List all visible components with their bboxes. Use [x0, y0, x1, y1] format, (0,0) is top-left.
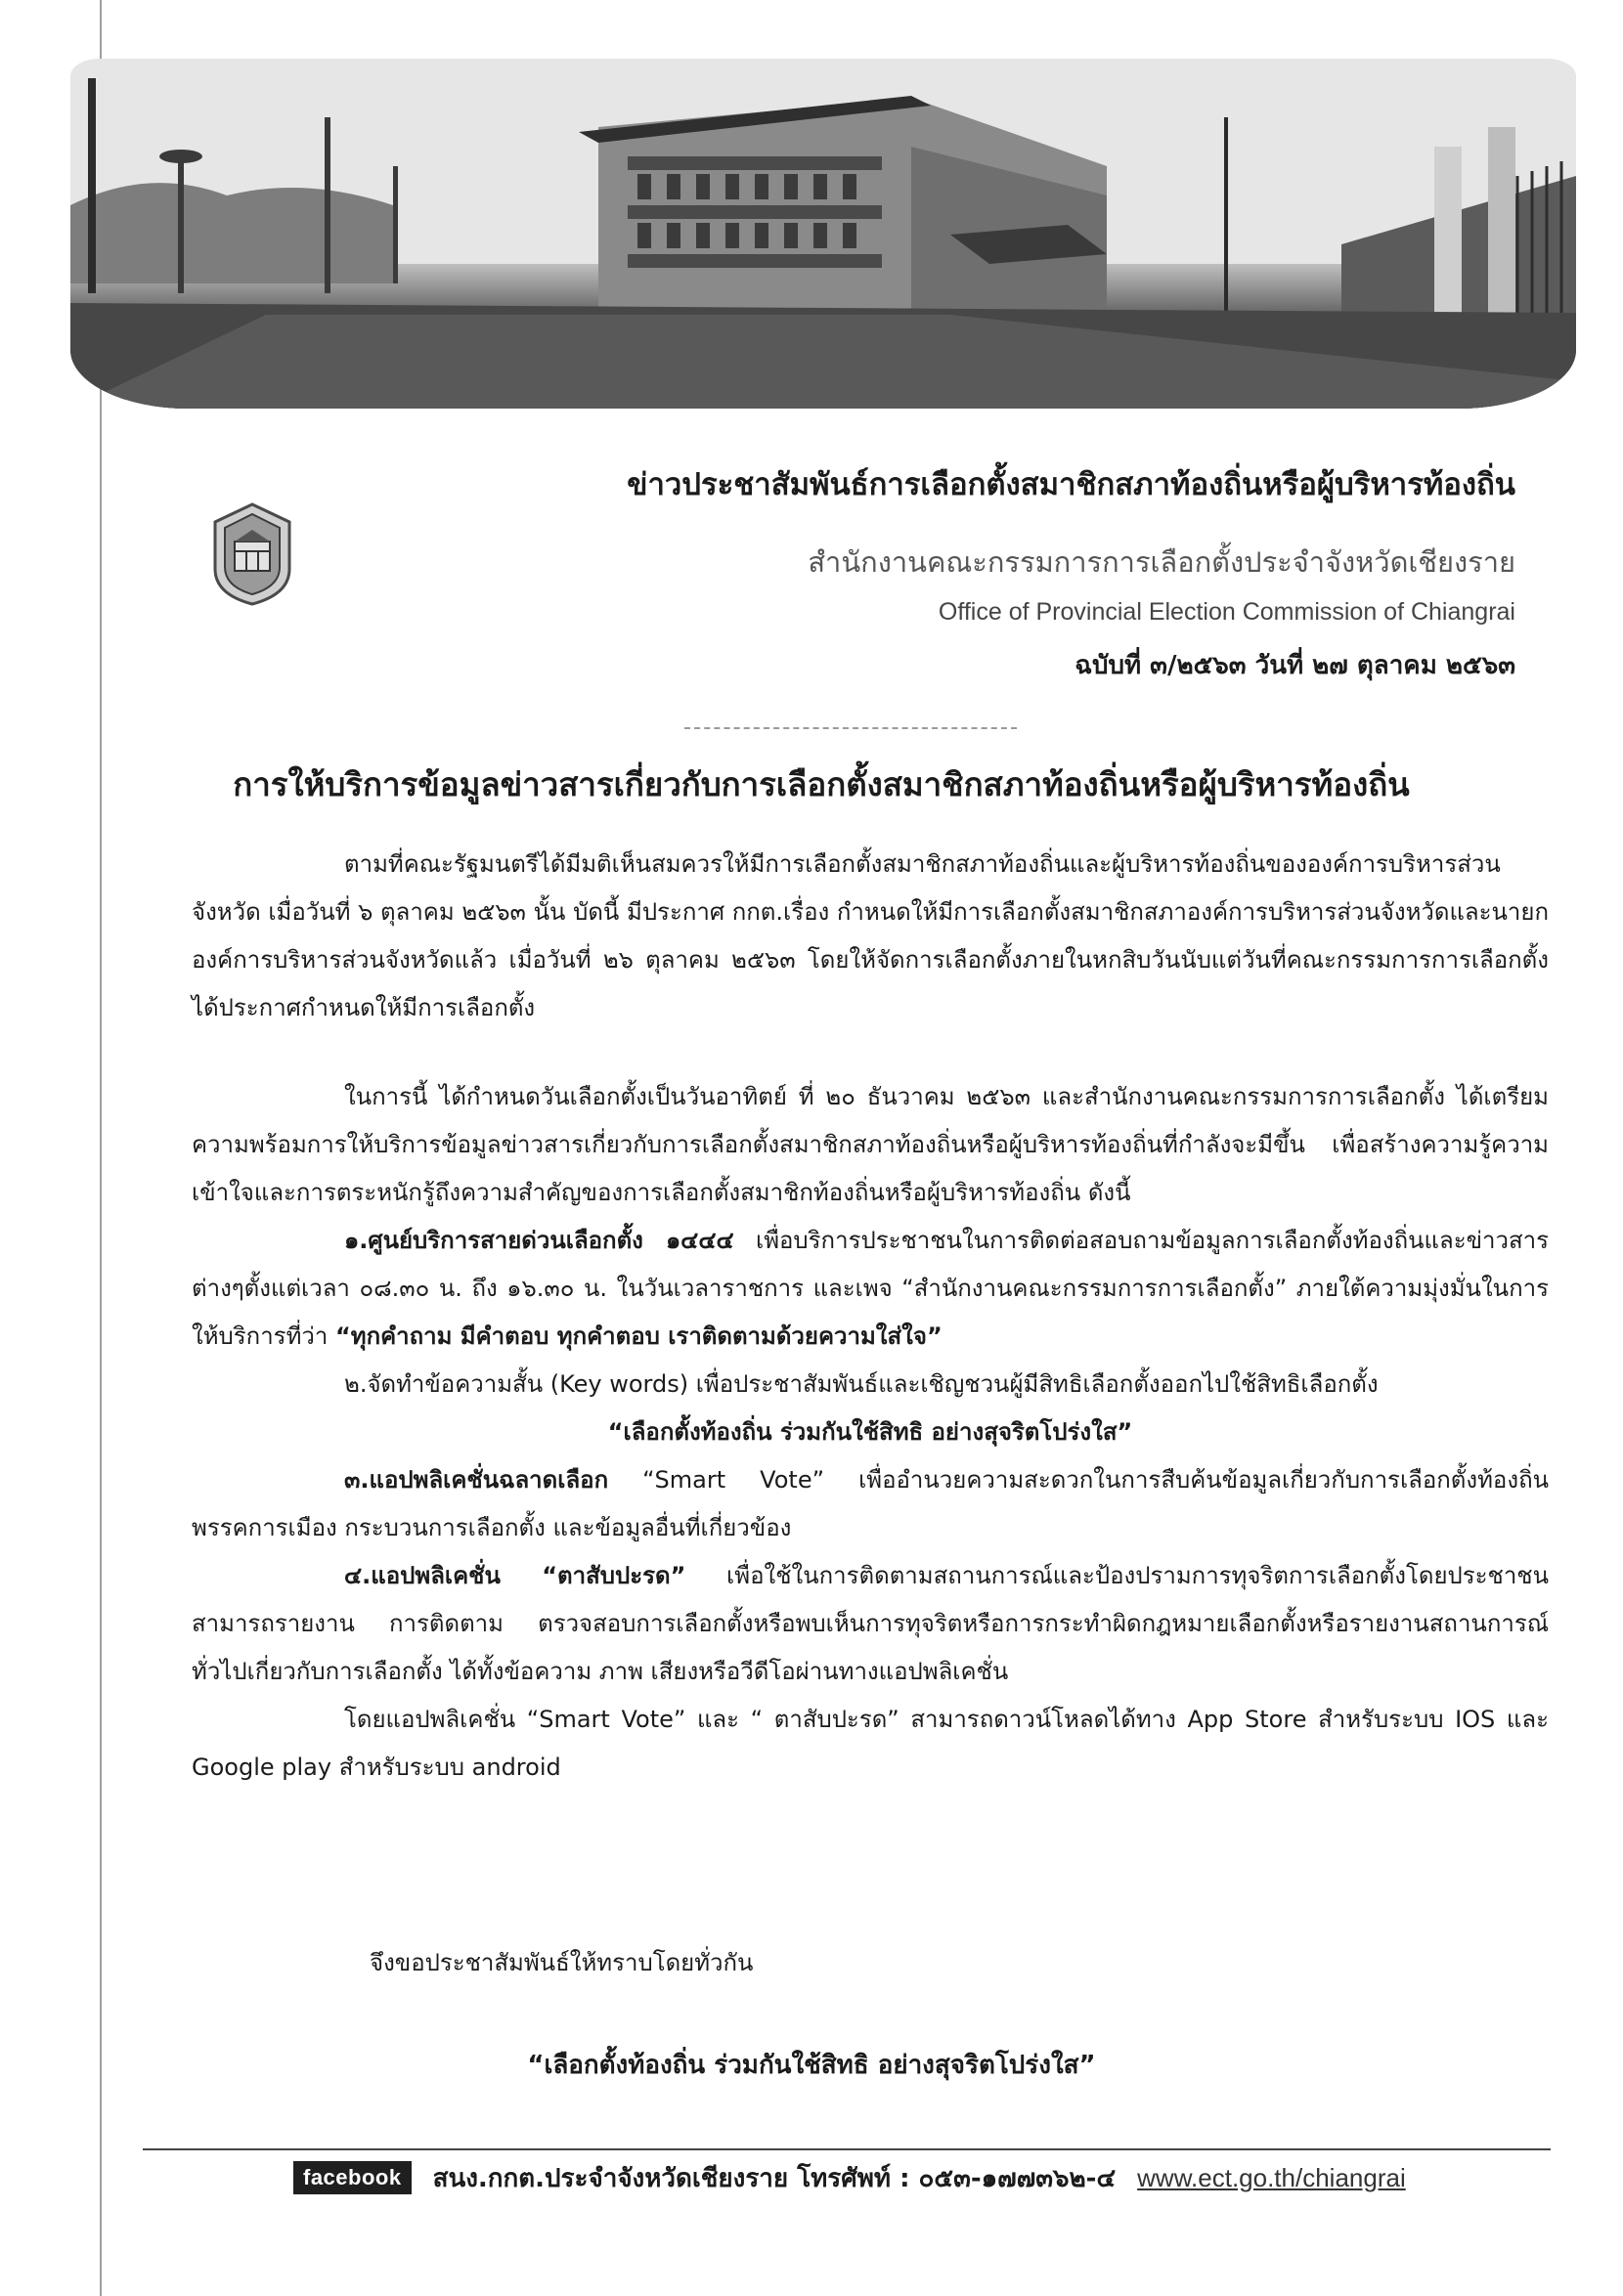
final-slogan: “เลือกตั้งท้องถิ่น ร่วมกันใช้สิทธิ อย่างสุจริตโปร่งใส”: [527, 2051, 1096, 2080]
document-heading: การให้บริการข้อมูลข่าวสารเกี่ยวกับการเลือกตั้งสมาชิกสภาท้องถิ่นหรือผู้บริหารท้องถิ่น: [233, 765, 1410, 803]
header-banner-photo: [70, 59, 1576, 409]
footer-office-phone: สนง.กกต.ประจำจังหวัดเชียงราย โทรศัพท์ : ๐๕๓-๑๗๗๓๖๒-๔: [432, 2163, 1117, 2193]
apps-download-info: โดยแอปพลิเคชั่น “Smart Vote” และ “ ตาสับปะรด” สามารถดาวน์โหลดได้ทาง App Store สำหรับระบบ IOS และ Google play สำหรับระบบ android: [192, 1706, 1549, 1781]
issue-number-date: ฉบับที่ ๓/๒๕๖๓ วันที่ ๒๗ ตุลาคม ๒๕๖๓: [1075, 651, 1515, 680]
smart-vote-lead: ๓.แอปพลิเคชั่นฉลาดเลือก: [344, 1466, 609, 1494]
footer-website-link[interactable]: www.ect.go.th/chiangrai: [1137, 2162, 1406, 2192]
footer: [293, 2156, 1564, 2199]
smart-vote-text: “Smart Vote” เพื่ออำนวยความสะดวกในการสืบค้นข้อมูลเกี่ยวกับการเลือกตั้งท้องถิ่น พรรคการเมือง กระบวนการเลือกตั้ง และข้อมูลอื่นที่เกี่ยวข้อง: [192, 1466, 1549, 1541]
footer-divider: [143, 2148, 1551, 2150]
paragraph-preparation: ในการนี้ ได้กำหนดวันเลือกตั้งเป็นวันอาทิตย์ ที่ ๒๐ ธันวาคม ๒๕๖๓ และสำนักงานคณะกรรมการการเลือกตั้ง ได้เตรียมความพร้อมการให้บริการข้อมูลข่าวสารเกี่ยวกับการเลือกตั้งสมาชิกสภาท้องถิ่นหรือผู้บริหารท้องถิ่นที่กำลังจะมีขึ้น เพื่อสร้างความรู้ความเข้าใจและการตระหนักรู้ถึงความสำคัญของการเลือกตั้งสมาชิกท้องถิ่นหรือผู้บริหารท้องถิ่น ดังนี้: [192, 1083, 1549, 1206]
ta-sapparot-text: เพื่อใช้ในการติดตามสถานการณ์และป้องปรามการทุจริตการเลือกตั้งโดยประชาชนสามารถรายงาน การติดตาม ตรวจสอบการเลือกตั้งหรือพบเห็นการทุจริตหรือการกระทำผิดกฎหมายเลือกตั้งหรือรายงานสถานการณ์ทั่วไปเกี่ยวกับการเลือกตั้ง ได้ทั้งข้อความ ภาพ เสียงหรือวีดีโอผ่านทางแอปพลิเคชั่น: [192, 1562, 1549, 1685]
paragraph-gap: [192, 1032, 1549, 1073]
closing-block: [192, 1943, 1549, 1981]
list-item-hotline: [192, 1217, 1549, 1361]
dashed-divider: [684, 727, 1017, 729]
document-body: [192, 841, 1549, 1792]
ta-sapparot-lead: ๔.แอปพลิเคชั่น “ตาสับปะรด”: [344, 1562, 686, 1589]
office-name-thai: สำนักงานคณะกรรมการการเลือกตั้งประจำจังหวัดเชียงราย: [808, 545, 1515, 579]
hotline-motto: “ทุกคำถาม มีคำตอบ ทุกคำตอบ เราติดตามด้วยความใส่ใจ”: [334, 1322, 943, 1350]
office-name-english: Office of Provincial Election Commission of Chiangrai: [938, 598, 1515, 626]
facebook-logo-icon: facebook: [293, 2161, 412, 2194]
list-item-smart-vote: [192, 1456, 1549, 1552]
hotline-lead: ๑.ศูนย์บริการสายด่วนเลือกตั้ง ๑๔๔๔: [344, 1227, 734, 1254]
press-release-title: ข่าวประชาสัมพันธ์การเลือกตั้งสมาชิกสภาท้องถิ่นหรือผู้บริหารท้องถิ่น: [627, 467, 1515, 502]
list-item-keywords: ๒.จัดทำข้อความสั้น (Key words) เพื่อประชาสัมพันธ์และเชิญชวนผู้มีสิทธิเลือกตั้งออกไปใช้สิทธิเลือกตั้ง: [344, 1370, 1379, 1398]
election-commission-seal-icon: [205, 500, 299, 608]
paragraph-background: ตามที่คณะรัฐมนตรีได้มีมติเห็นสมควรให้มีการเลือกตั้งสมาชิกสภาท้องถิ่นและผู้บริหารท้องถิ่นขององค์การบริหารส่วนจังหวัด เมื่อวันที่ ๖ ตุลาคม ๒๕๖๓ นั้น บัดนี้ มีประกาศ กกต.เรื่อง กำหนดให้มีการเลือกตั้งสมาชิกสภาองค์การบริหารส่วนจังหวัดและนายกองค์การบริหารส่วนจังหวัดแล้ว เมื่อวันที่ ๒๖ ตุลาคม ๒๕๖๓ โดยให้จัดการเลือกตั้งภายในหกสิบวันนับแต่วันที่คณะกรรมการการเลือกตั้งได้ประกาศกำหนดให้มีการเลือกตั้ง: [192, 850, 1549, 1021]
closing-sentence: จึงขอประชาสัมพันธ์ให้ทราบโดยทั่วกัน: [370, 1949, 754, 1976]
keywords-slogan: “เลือกตั้งท้องถิ่น ร่วมกันใช้สิทธิ อย่างสุจริตโปร่งใส”: [607, 1418, 1133, 1446]
list-item-ta-sapparot: [192, 1552, 1549, 1696]
hotline-text: เพื่อบริการประชาชนในการติดต่อสอบถามข้อมูลการเลือกตั้งท้องถิ่นและข่าวสารต่างๆตั้งแต่เวลา ๐๘.๓๐ น. ถึง ๑๖.๓๐ น. ในวันเวลาราชการ และเพจ “สำนักงานคณะกรรมการการเลือกตั้ง” ภายใต้ความมุ่งมั่นในการให้บริการที่ว่า: [192, 1227, 1549, 1350]
